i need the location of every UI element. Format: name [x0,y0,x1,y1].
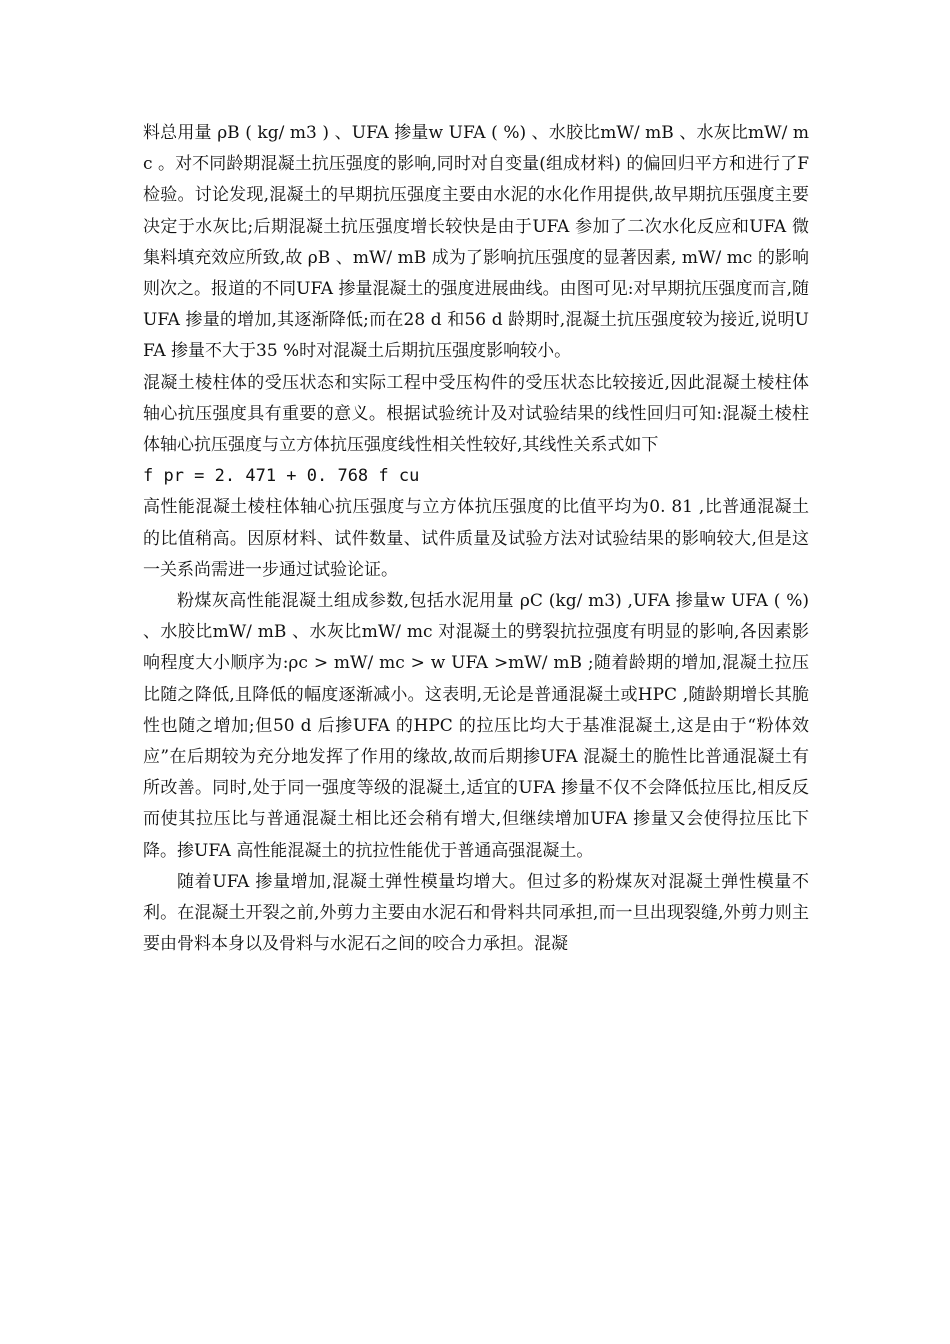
paragraph-compressive-strength: 料总用量 ρB ( kg/ m3 ) 、UFA 掺量w UFA ( %) 、水胶比mW/ mB 、水灰比mW/ mc 。对不同龄期混凝土抗压强度的影响,同时对自变量(组成材料) 的偏回归平方和进行了F 检验。讨论发现,混凝土的早期抗压强度主要由水泥的水化作用提供,故早期抗压强度主要决定于水灰比;后期混凝土抗压强度增长较快是由于UFA 参加了二次水化反应和UFA 微集料填充效应所致,故 ρB 、mW/ mB 成为了影响抗压强度的显著因素, mW/ mc 的影响则次之。报道的不同UFA 掺量混凝土的强度进展曲线。由图可见:对早期抗压强度而言,随UFA 掺量的增加,其逐渐降低;而在28 d 和56 d 龄期时,混凝土抗压强度较为接近,说明UFA 掺量不大于35 %时对混凝土后期抗压强度影响较小。 [143,123,809,362]
paragraph-elastic-modulus: 随着UFA 掺量增加,混凝土弹性模量均增大。但过多的粉煤灰对混凝土弹性模量不利。在混凝土开裂之前,外剪力主要由水泥石和骨料共同承担,而一旦出现裂缝,外剪力则主要由骨料本身以及骨料与水泥石之间的咬合力承担。混凝 [143,871,809,955]
paragraph-strength-ratio: 高性能混凝土棱柱体轴心抗压强度与立方体抗压强度的比值平均为0. 81 ,比普通混凝土的比值稍高。因原材料、试件数量、试件质量及试验方法对试验结果的影响较大,但是这一关系尚需进一步通过试验论证。 [143,497,809,580]
paragraph-prism-strength: 混凝土棱柱体的受压状态和实际工程中受压构件的受压状态比较接近,因此混凝土棱柱体轴心抗压强度具有重要的意义。根据试验统计及对试验结果的线性回归可知:混凝土棱柱体轴心抗压强度与立方体抗压强度线性相关性较好,其线性关系式如下 [143,372,809,456]
formula-prism-cube: f pr = 2. 471 + 0. 768 f cu [143,466,420,487]
paragraph-tensile-strength: 粉煤灰高性能混凝土组成参数,包括水泥用量 ρC (kg/ m3) ,UFA 掺量w UFA ( %) 、水胶比mW/ mB 、水灰比mW/ mc 对混凝土的劈裂抗拉强度有明显的影响,各因素影响程度大小顺序为:ρc > mW/ mc > w UFA >mW/ mB ;随着龄期的增加,混凝土拉压比随之降低,且降低的幅度逐渐减小。这表明,无论是普通混凝土或HPC ,随龄期增长其脆性也随之增加;但50 d 后掺UFA 的HPC 的拉压比均大于基准混凝土,这是由于“粉体效应”在后期较为充分地发挥了作用的缘故,故而后期掺UFA 混凝土的脆性比普通混凝土有所改善。同时,处于同一强度等级的混凝土,适宜的UFA 掺量不仅不会降低拉压比,相反反而使其拉压比与普通混凝土相比还会稍有增大,但继续增加UFA 掺量又会使得拉压比下降。掺UFA 高性能混凝土的抗拉性能优于普通高强混凝土。 [143,591,809,861]
document-page [143,118,809,960]
